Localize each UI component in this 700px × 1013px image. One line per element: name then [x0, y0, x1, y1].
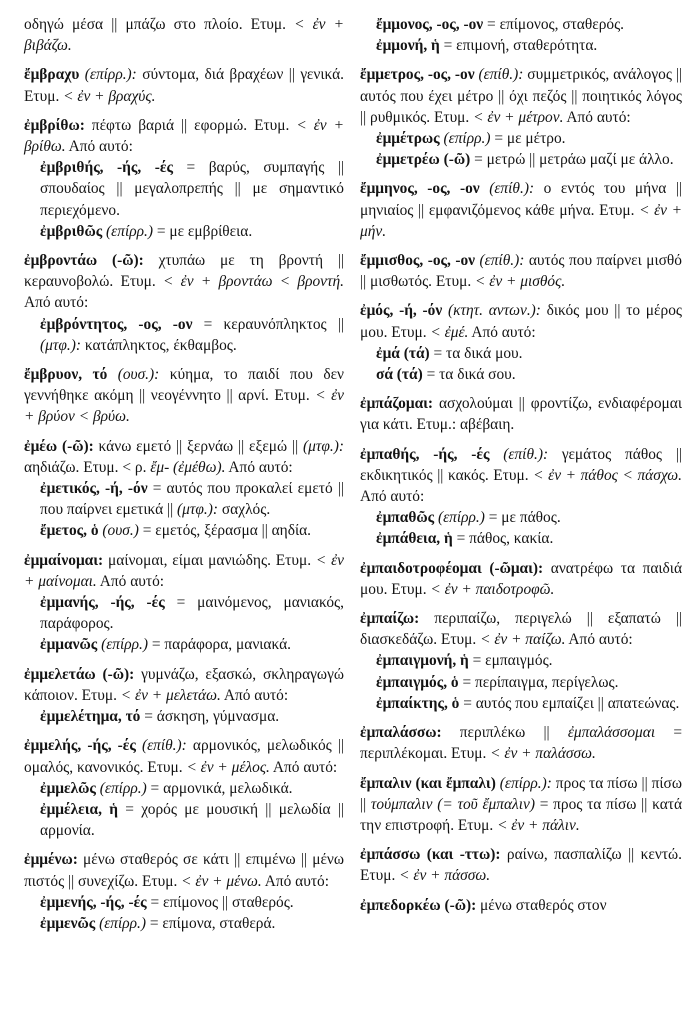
entry-body	[24, 849, 344, 891]
italic-annotation: < ἐμέ.	[430, 323, 469, 341]
definition-text: = αυτός που εμπαίζει || απατεώνας.	[459, 694, 680, 712]
italic-annotation: < ἐν + παλάσσω.	[490, 745, 596, 763]
definition-text: = αυτός που προκαλεί εμετό || που παίρνει εμετικά ||	[40, 480, 344, 519]
italic-annotation: < ἐν + πάλιν.	[497, 816, 580, 834]
italic-annotation: (επίρρ.):	[499, 774, 552, 792]
headword: ἐμετικός, -ή, -όν	[40, 480, 148, 498]
italic-annotation: (επίθ.):	[489, 180, 535, 198]
definition-text: Από αυτό:	[220, 686, 289, 704]
definition-text: αρμονικός, μελωδικός || ομαλός, κανονικός. Ετυμ.	[24, 737, 344, 776]
entry-body	[24, 364, 344, 428]
entry-body	[24, 14, 344, 56]
headword: ἐμπεδορκέω (-ῶ):	[360, 896, 477, 914]
definition-text: = εμετός, ξέρασμα || αηδία.	[138, 522, 312, 540]
definition-text: = κεραυνόπληκτος ||	[192, 315, 345, 333]
entry-body	[24, 115, 344, 157]
derived-word	[40, 634, 344, 655]
derived-word	[376, 14, 682, 35]
definition-text: προς τα πίσω || πίσω ||	[360, 774, 682, 813]
headword: ἐμβρίθω:	[24, 116, 85, 134]
dictionary-entry	[24, 550, 344, 656]
dictionary-entry	[360, 393, 682, 435]
italic-annotation: (επίρρ.)	[437, 509, 485, 527]
entry-body	[360, 393, 682, 435]
entry-body	[360, 844, 682, 886]
dictionary-entry	[24, 735, 344, 841]
dictionary-entry	[24, 364, 344, 428]
entry-body	[24, 64, 344, 106]
definition-text: = άσκηση, γύμνασμα.	[140, 708, 280, 726]
italic-annotation: < ἐν + παιδοτροφῶ.	[430, 580, 555, 598]
definition-text: = με πάθος.	[484, 509, 561, 527]
definition-text: Από αυτό:	[563, 108, 631, 126]
headword: ἔμμηνος, -ος, -ον	[360, 180, 490, 198]
definition-text: = χορός με μουσική || μελωδία || αρμονία.	[40, 800, 344, 840]
dictionary-entry	[24, 664, 344, 728]
headword: ἐμπαλάσσω:	[360, 724, 442, 742]
right-column	[360, 14, 682, 924]
definition-text: = περιπλέκομαι. Ετυμ.	[360, 724, 682, 763]
headword: ἐμμενής, -ής, -ές	[40, 893, 147, 911]
headword: σά (τά)	[376, 366, 423, 384]
dictionary-entry	[360, 722, 682, 764]
definition-text: ο εντός του μήνα || μηνιαίος || εμφανιζόμενος κάθε μήνα. Ετυμ.	[360, 180, 682, 219]
headword: ἐμμονή, ἡ	[376, 37, 440, 55]
italic-annotation: ἔμ- (ἐμέθω).	[150, 458, 226, 476]
derived-word	[376, 149, 682, 170]
derived-word	[40, 706, 344, 727]
italic-annotation: (μτφ.):	[40, 336, 81, 354]
derived-word	[376, 672, 682, 693]
entry-body	[24, 250, 344, 314]
headword: ἐμβριθῶς	[40, 222, 107, 240]
definition-text: σύντομα, διά βραχέων || γενικά. Ετυμ.	[24, 66, 344, 105]
definition-text: κύημα, το παιδί που δεν γεννήθηκε ακόμη || νεογέννητο || αρνί. Ετυμ.	[24, 366, 344, 405]
definition-text: Από αυτό:	[65, 138, 133, 156]
definition-text: σαχλός.	[218, 501, 271, 519]
dictionary-entry	[360, 444, 682, 550]
definition-text: Από αυτό:	[225, 458, 293, 476]
headword: ἐμμένω:	[24, 851, 78, 869]
italic-annotation: (επίθ.):	[478, 66, 524, 84]
headword: ἐμπαθῶς	[376, 509, 438, 527]
derived-word	[40, 157, 344, 221]
entry-body	[360, 722, 682, 764]
definition-text: = με μέτρο.	[490, 130, 566, 148]
italic-annotation: (επίρρ.)	[99, 914, 147, 932]
derived-word	[40, 913, 344, 934]
definition-text: = παράφορα, μανιακά.	[148, 636, 292, 654]
dictionary-entry	[24, 115, 344, 242]
headword: ἐμμανῶς	[40, 636, 102, 654]
entry-body	[360, 300, 682, 342]
dictionary-entry	[360, 300, 682, 385]
entry-body	[360, 895, 682, 916]
definition-text: κατάπληκτος, έκθαμβος.	[80, 336, 237, 354]
derived-word	[376, 364, 682, 385]
headword: ἔμβραχυ	[24, 66, 85, 84]
derived-word	[40, 221, 344, 242]
headword: ἐμμενῶς	[40, 914, 100, 932]
definition-text: Από αυτό:	[360, 488, 425, 506]
dictionary-entry	[360, 64, 682, 170]
headword: ἐμά (τά)	[376, 344, 430, 362]
entry-body	[360, 178, 682, 242]
italic-annotation: < ἐν + βιβάζω.	[24, 16, 344, 55]
headword: ἐμμαίνομαι:	[24, 551, 104, 569]
headword: ἐμβροντάω (-ῶ):	[24, 252, 144, 270]
headword: ἐμπάζομαι:	[360, 395, 434, 413]
dictionary-entry	[360, 250, 682, 292]
definition-text: = εμπαιγμός.	[468, 652, 553, 670]
headword: ἔμμονος, -ος, -ον	[376, 16, 484, 33]
italic-annotation: (κτητ. αντων.):	[447, 302, 541, 320]
headword: ἔμετος, ὁ	[40, 522, 103, 540]
italic-annotation: < ἐν + μέλος.	[186, 758, 270, 776]
definition-text: ανατρέφω τα παιδιά μου. Ετυμ.	[360, 559, 683, 598]
entry-body	[24, 436, 344, 478]
italic-annotation: < ἐν + μαίνομαι.	[24, 551, 344, 590]
definition-text: κάνω εμετό || ξερνάω || εξεμώ ||	[93, 437, 304, 455]
entry-body	[24, 735, 344, 777]
italic-annotation: (επίρρ.)	[101, 636, 149, 654]
derived-word	[376, 507, 682, 528]
dictionary-entry	[360, 773, 682, 837]
italic-annotation: (επίθ.):	[503, 445, 549, 463]
definition-text: δικός μου || το μέρος μου. Ετυμ.	[360, 302, 682, 341]
derived-word	[376, 35, 682, 56]
headword: ἐμπάσσω (και -ττω):	[360, 846, 501, 864]
entry-body	[360, 250, 682, 292]
italic-annotation: (επίρρ.):	[84, 66, 137, 84]
dictionary-entry	[360, 608, 682, 714]
italic-annotation: < ἐν + παίζω.	[480, 631, 566, 649]
entry-body	[360, 64, 682, 128]
definition-text: συμμετρικός, ανάλογος || αυτός που έχει μέτρο || όχι πεζός || ποιητικός λόγος || ρυθμικός. Ετυμ.	[360, 66, 683, 126]
definition-text: οδηγώ μέσα || μπάζω στο πλοίο. Ετυμ.	[24, 16, 295, 33]
definition-text: μαίνομαι, είμαι μανιώδης. Ετυμ.	[103, 551, 316, 569]
definition-text: = μαινόμενος, μανιακός, παράφορος.	[40, 594, 344, 633]
definition-text: = επιμονή, σταθερότητα.	[439, 37, 598, 55]
italic-annotation: (επίθ.):	[479, 252, 525, 270]
definition-text: χτυπάω με τη βροντή || κεραυνοβολώ. Ετυμ.	[24, 252, 344, 291]
definition-text: μένω σταθερός σε κάτι || επιμένω || μένω πιστός || συνεχίζω. Ετυμ.	[24, 851, 344, 890]
italic-annotation: < ἐν + βρύον < βρύω.	[24, 387, 344, 426]
left-column	[24, 14, 344, 942]
definition-text: = αρμονικά, μελωδικά.	[146, 779, 293, 797]
definition-text: ασχολούμαι || φροντίζω, ενδιαφέρομαι για κάτι. Ετυμ.: αβέβαιη.	[360, 395, 682, 434]
headword: ἐμπάθεια, ἡ	[376, 530, 453, 548]
italic-annotation: (επίρρ.)	[443, 130, 491, 148]
headword: ἐμβρόντητος, -ος, -ον	[40, 315, 193, 333]
definition-text: αηδιάζω. Ετυμ. < ρ.	[24, 458, 151, 476]
headword: ἐμπαίκτης, ὁ	[376, 694, 460, 712]
italic-annotation: (μτφ.):	[303, 437, 344, 455]
italic-annotation: < ἐν + βρίθω.	[24, 116, 344, 156]
definition-text: ραίνω, πασπαλίζω || κεντώ. Ετυμ.	[360, 846, 682, 885]
dictionary-entry	[24, 250, 344, 356]
headword: ἔμμισθος, -ος, -ον	[360, 252, 480, 270]
definition-text: Από αυτό:	[24, 294, 89, 312]
italic-annotation: < ἐν + μήν.	[360, 201, 682, 240]
italic-annotation: < ἐν + μισθός.	[475, 273, 566, 291]
definition-text: = επίμονος, σταθερός.	[483, 16, 625, 33]
entry-continuation	[360, 14, 682, 56]
entry-body	[24, 550, 344, 592]
headword: ἐμμετρέω (-ῶ)	[376, 151, 471, 169]
definition-text: = τα δικά μου.	[429, 344, 523, 362]
definition-text: = επίμονα, σταθερά.	[146, 914, 276, 932]
derived-word	[40, 892, 344, 913]
definition-text: περιπλέκω ||	[441, 724, 568, 742]
entry-body	[360, 444, 682, 508]
derived-word	[376, 650, 682, 671]
definition-text: = βαρύς, συμπαγής || σπουδαίος || μεγαλοπρεπής || με σημαντικό περιεχόμενο.	[40, 159, 344, 219]
entry-body	[360, 558, 682, 600]
headword: ἐμβριθής, -ής, -ές	[40, 159, 173, 177]
definition-text: γεμάτος πάθος || εκδικητικός || κακός. Ετυμ.	[360, 445, 682, 484]
entry-continuation	[24, 14, 344, 56]
dictionary-entry	[24, 436, 344, 542]
definition-text: πέφτω βαριά || εφορμώ. Ετυμ.	[84, 116, 297, 134]
headword: ἐμμελετάω (-ῶ):	[24, 665, 135, 683]
italic-annotation: (επίρρ.)	[99, 779, 147, 797]
definition-text: Από αυτό:	[565, 631, 633, 649]
derived-word	[40, 314, 344, 356]
entry-body	[360, 608, 682, 650]
italic-annotation: τούμπαλιν (= τοῦ ἔμπαλιν)	[370, 795, 535, 813]
definition-text: = περίπαιγμα, περίγελως.	[458, 673, 619, 691]
definition-text: μένω σταθερός στον	[476, 896, 607, 914]
dictionary-entry	[24, 64, 344, 106]
headword: ἐμμελέτημα, τό	[40, 708, 141, 726]
entry-body	[24, 664, 344, 706]
definition-text: Από αυτό:	[468, 323, 536, 341]
dictionary-entry	[360, 895, 682, 916]
headword: ἐμπαθής, -ής, -ές	[360, 445, 504, 463]
headword: ἐμμελής, -ής, -ές	[24, 737, 142, 755]
italic-annotation: (επίθ.):	[141, 737, 187, 755]
derived-word	[40, 778, 344, 799]
derived-word	[376, 128, 682, 149]
headword: ἐμπαιγμονή, ἡ	[376, 652, 469, 670]
headword: ἔμβρυον, τό	[24, 366, 118, 384]
headword: ἐμέω (-ῶ):	[24, 437, 94, 455]
italic-annotation: ἐμπαλάσσομαι	[567, 724, 656, 742]
dictionary-entry	[360, 844, 682, 886]
derived-word	[40, 478, 344, 520]
headword: ἐμμέλεια, ἡ	[40, 800, 118, 818]
headword: ἐμπαιδοτροφέομαι (-ῶμαι):	[360, 559, 544, 577]
derived-word	[40, 592, 344, 634]
definition-text: Από αυτό:	[269, 758, 338, 776]
definition-text: αυτός που παίρνει μισθό || μισθωτός. Ετυμ.	[360, 252, 683, 291]
definition-text: = πάθος, κακία.	[452, 530, 554, 548]
definition-text: Από αυτό:	[96, 572, 165, 590]
derived-word	[376, 693, 682, 714]
definition-text: = τα δικά σου.	[422, 366, 516, 384]
definition-text: = με εμβρίθεια.	[152, 222, 253, 240]
headword: ἐμός, -ή, -όν	[360, 302, 448, 320]
italic-annotation: < ἐν + βραχύς.	[63, 87, 156, 105]
headword: ἔμμετρος, -ος, -ον	[360, 66, 479, 84]
headword: ἐμπαίζω:	[360, 610, 420, 628]
italic-annotation: < ἐν + πάθος < πάσχω.	[533, 466, 682, 484]
dictionary-entry	[24, 849, 344, 934]
dictionary-entry	[360, 558, 682, 600]
definition-text: = μετρώ || μετράω μαζί με άλλο.	[470, 151, 674, 169]
italic-annotation: (ουσ.)	[102, 522, 139, 540]
headword: ἐμμέτρως	[376, 130, 444, 148]
definition-text: = προς τα πίσω || κατά την επιστροφή. Ετυμ.	[360, 795, 683, 834]
derived-word	[40, 520, 344, 541]
dictionary-entry	[360, 178, 682, 242]
italic-annotation: < ἐν + βροντάω < βροντή.	[163, 273, 344, 291]
headword: ἐμμανής, -ής, -ές	[40, 594, 165, 612]
derived-word	[376, 343, 682, 364]
italic-annotation: < ἐν + μελετάω.	[120, 686, 221, 704]
definition-text: γυμνάζω, εξασκώ, σκληραγωγώ κάποιον. Ετυμ.	[24, 665, 344, 704]
entry-body	[360, 773, 682, 837]
italic-annotation: (ουσ.):	[117, 366, 160, 384]
headword: ἐμπαιγμός, ὁ	[376, 673, 459, 691]
definition-text: = επίμονος || σταθερός.	[146, 893, 294, 911]
italic-annotation: < ἐν + μέτρον.	[473, 108, 564, 126]
definition-text: Από αυτό:	[261, 872, 329, 890]
italic-annotation: (επίρρ.)	[106, 222, 153, 240]
derived-word	[40, 799, 344, 841]
italic-annotation: < ἐν + μένω.	[181, 872, 262, 890]
headword: ἐμμελῶς	[40, 779, 100, 797]
derived-word	[376, 528, 682, 549]
italic-annotation: < ἐν + πάσσω.	[399, 867, 491, 885]
headword: ἔμπαλιν (και ἔμπαλι)	[360, 774, 500, 792]
italic-annotation: (μτφ.):	[177, 501, 219, 519]
definition-text: περιπαίζω, περιγελώ || εξαπατώ || διασκεδάζω. Ετυμ.	[360, 610, 682, 649]
